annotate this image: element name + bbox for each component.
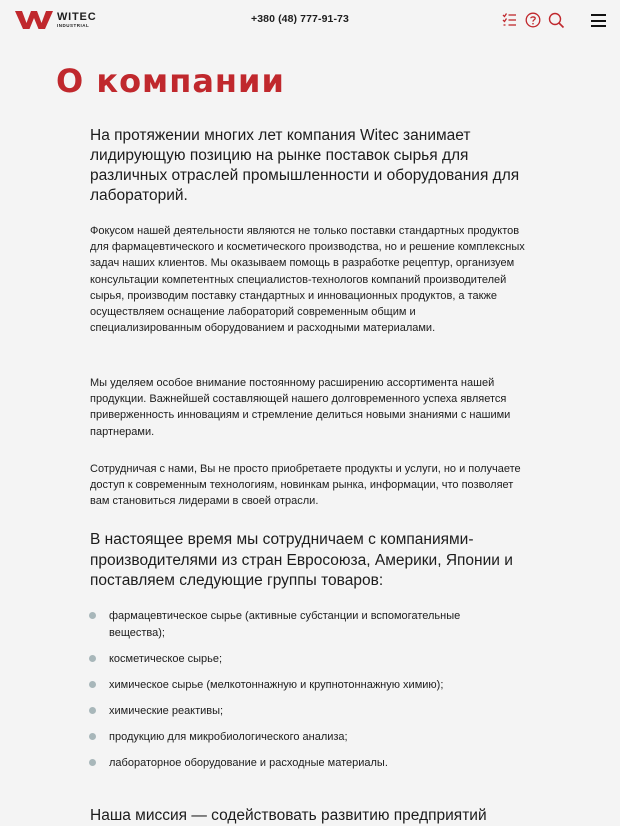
- page-title: О компании: [56, 62, 285, 100]
- list-item: продукцию для микробиологического анализа;: [88, 729, 488, 746]
- list-item: лабораторное оборудование и расходные материалы.: [88, 755, 488, 772]
- body-paragraph: Сотрудничая с нами, Вы не просто приобретаете продукты и услуги, но и получаете доступ к современным технологиям, новинкам рынка, информации, что позволяет вам становиться лидерами в своей отрасли.: [90, 463, 521, 508]
- bullet-icon: [89, 759, 96, 766]
- help-icon[interactable]: [525, 12, 541, 28]
- body-paragraph: Фокусом нашей деятельности являются не только поставки стандартных продуктов для фармацевтического и косметического производства, но и решение комплексных задач наших клиентов. Мы оказываем помощь в разработке рецептур, организуем консультации компетентных специалистов-технологов компаний производителей сырья, производим поставку стандартных и инновационных продуктов, а также осуществляем оснащение лабораторий современным общим и специализированным оборудованием и расходными материалами.: [90, 225, 525, 335]
- groups-subheading: В настоящее время мы сотрудничаем с компаниями-производителями из стран Евросоюза, Америки, Японии и поставляем следующие группы товаров:: [90, 531, 513, 589]
- search-icon[interactable]: [548, 12, 565, 29]
- menu-icon[interactable]: [591, 14, 606, 27]
- list-item: косметическое сырье;: [88, 651, 488, 668]
- site-header: [0, 0, 620, 42]
- witec-logo-mark-icon: [15, 11, 53, 29]
- bullet-icon: [89, 707, 96, 714]
- brand-subtitle: INDUSTRIAL: [57, 22, 90, 28]
- logo[interactable]: [15, 11, 96, 29]
- list-item: химические реактивы;: [88, 703, 488, 720]
- list-item: фармацевтическое сырье (активные субстанции и вспомогательные вещества);: [88, 608, 488, 641]
- body-paragraph: Мы уделяем особое внимание постоянному расширению ассортимента нашей продукции. Важнейшей составляющей нашего долговременного успеха является приверженность инновациям и стремление делиться новыми знаниями с нашими партнерами.: [90, 377, 511, 438]
- lead-paragraph: На протяжении многих лет компания Witec занимает лидирующую позицию на рынке поставок сырья для различных отраслей промышленности и оборудования для лабораторий.: [90, 127, 520, 204]
- phone-link[interactable]: +380 (48) 777-91-73: [251, 13, 349, 25]
- list-icon[interactable]: [502, 12, 517, 28]
- bullet-icon: [89, 612, 96, 619]
- list-item: химическое сырье (мелкотоннажную и крупнотоннажную химию);: [88, 677, 488, 694]
- bullet-icon: [89, 681, 96, 688]
- product-groups-list: [88, 608, 488, 781]
- bullet-icon: [89, 733, 96, 740]
- brand-name: WITEC: [57, 10, 97, 23]
- bullet-icon: [89, 655, 96, 662]
- mission-heading: Наша миссия — содействовать развитию предприятий: [90, 807, 487, 824]
